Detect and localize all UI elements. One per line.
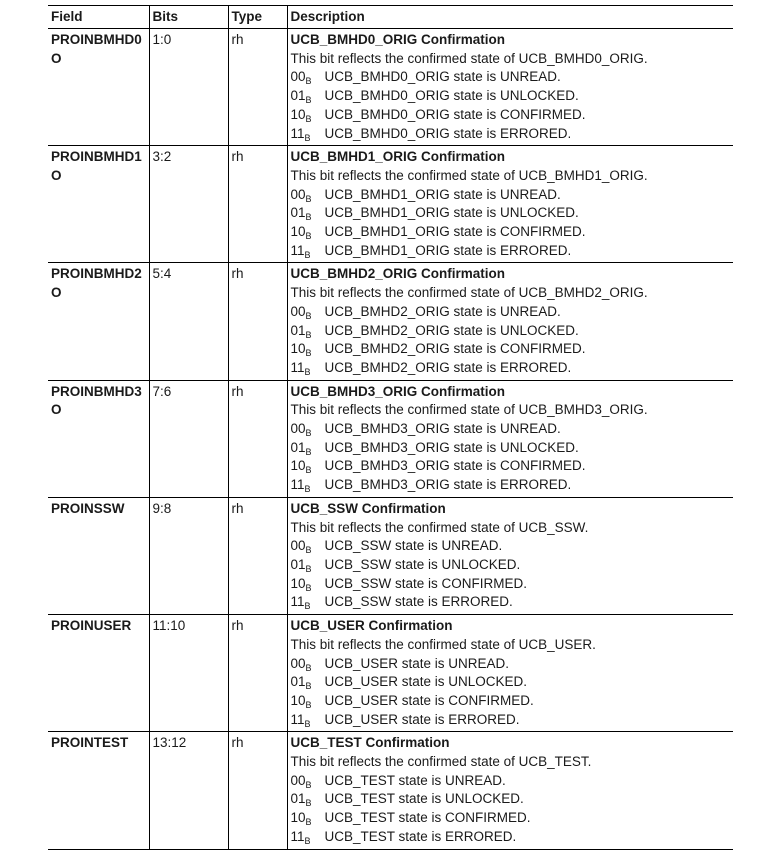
encoding-value: 00 [290, 186, 306, 202]
header-field: Field [48, 6, 149, 29]
encoding-base: B [305, 465, 312, 476]
encoding-item [291, 772, 731, 791]
encoding-text: UCB_BMHD2_ORIG state is ERRORED. [324, 359, 572, 375]
encoding-base: B [305, 348, 312, 359]
encoding-text: UCB_SSW state is UNLOCKED. [324, 556, 521, 572]
encoding-item [291, 593, 731, 612]
encoding-list [291, 655, 731, 730]
encoding-code [291, 322, 325, 341]
description-cell [287, 615, 733, 732]
table-row [48, 29, 733, 146]
field-cell [48, 146, 149, 263]
encoding-value: 11 [290, 242, 305, 258]
encoding-code [291, 593, 325, 612]
encoding-base: B [305, 329, 312, 340]
encoding-value: 00 [290, 69, 306, 85]
encoding-base: B [305, 545, 312, 556]
table-row [48, 263, 733, 380]
field-name: PROINBMHD3O [51, 383, 142, 418]
description-title: UCB_USER Confirmation [290, 618, 453, 634]
encoding-text: UCB_BMHD0_ORIG state is CONFIRMED. [324, 106, 586, 122]
field-cell [48, 615, 149, 732]
encoding-base: B [305, 231, 312, 242]
description-title: UCB_SSW Confirmation [290, 500, 446, 516]
encoding-code [291, 340, 325, 359]
encoding-item [291, 322, 731, 341]
description-cell [287, 29, 733, 146]
encoding-value: 10 [290, 692, 306, 708]
encoding-item [291, 87, 731, 106]
encoding-list [291, 186, 731, 261]
encoding-base: B [304, 484, 311, 495]
encoding-text: UCB_TEST state is CONFIRMED. [324, 810, 531, 826]
bits-cell: 1:0 [149, 29, 228, 146]
encoding-base: B [305, 798, 312, 809]
table-row [48, 146, 733, 263]
encoding-text: UCB_BMHD2_ORIG state is UNREAD. [324, 303, 561, 319]
description-title: UCB_TEST Confirmation [290, 735, 450, 751]
encoding-list [291, 537, 731, 612]
encoding-base: B [305, 582, 312, 593]
encoding-value: 10 [290, 106, 306, 122]
encoding-code [291, 303, 325, 322]
description-summary: This bit reflects the confirmed state of UCB_BMHD0_ORIG. [290, 50, 648, 66]
field-cell [48, 497, 149, 614]
bits-cell: 9:8 [149, 497, 228, 614]
description-summary: This bit reflects the confirmed state of UCB_USER. [290, 636, 596, 652]
encoding-code [291, 575, 325, 594]
encoding-text: UCB_BMHD0_ORIG state is ERRORED. [324, 125, 572, 141]
description-title: UCB_BMHD1_ORIG Confirmation [290, 149, 506, 165]
encoding-text: UCB_BMHD2_ORIG state is UNLOCKED. [324, 322, 579, 338]
description-summary: This bit reflects the confirmed state of UCB_SSW. [290, 519, 589, 535]
encoding-value: 10 [290, 575, 306, 591]
encoding-code [291, 655, 325, 674]
encoding-base: B [304, 132, 311, 143]
encoding-code [291, 537, 325, 556]
field-cell [48, 263, 149, 380]
header-type: Type [228, 6, 287, 29]
encoding-text: UCB_BMHD0_ORIG state is UNREAD. [324, 69, 561, 85]
encoding-code [291, 204, 325, 223]
encoding-value: 00 [290, 655, 306, 671]
encoding-text: UCB_BMHD3_ORIG state is UNREAD. [324, 421, 561, 437]
table-row [48, 732, 733, 849]
encoding-code [291, 828, 325, 847]
table-row [48, 615, 733, 732]
encoding-item [291, 655, 731, 674]
encoding-base: B [304, 249, 311, 260]
encoding-text: UCB_SSW state is ERRORED. [324, 594, 513, 610]
encoding-item [291, 711, 731, 730]
encoding-value: 00 [290, 772, 306, 788]
bits-cell: 11:10 [149, 615, 228, 732]
encoding-base: B [304, 366, 311, 377]
type-cell: rh [228, 615, 287, 732]
bits-cell: 7:6 [149, 380, 228, 497]
encoding-value: 01 [290, 322, 306, 338]
field-name: PROINBMHD0O [51, 32, 142, 66]
encoding-text: UCB_BMHD1_ORIG state is UNLOCKED. [324, 205, 579, 221]
encoding-code [291, 359, 325, 378]
encoding-item [291, 556, 731, 575]
encoding-base: B [305, 446, 312, 457]
encoding-text: UCB_TEST state is UNREAD. [324, 772, 506, 788]
encoding-list [291, 772, 731, 847]
description-cell [287, 146, 733, 263]
encoding-code [291, 68, 325, 87]
encoding-text: UCB_USER state is ERRORED. [324, 711, 520, 727]
field-cell [48, 380, 149, 497]
encoding-text: UCB_BMHD3_ORIG state is CONFIRMED. [324, 458, 586, 474]
encoding-item [291, 106, 731, 125]
register-field-table [48, 5, 733, 850]
encoding-value: 01 [290, 556, 306, 572]
encoding-value: 10 [290, 458, 306, 474]
encoding-item [291, 790, 731, 809]
encoding-value: 00 [290, 421, 306, 437]
encoding-text: UCB_SSW state is CONFIRMED. [324, 575, 528, 591]
table-row [48, 380, 733, 497]
type-cell: rh [228, 732, 287, 849]
description-summary: This bit reflects the confirmed state of UCB_BMHD3_ORIG. [290, 402, 648, 418]
encoding-base: B [305, 212, 312, 223]
encoding-list [291, 303, 731, 378]
encoding-value: 00 [290, 303, 306, 319]
encoding-base: B [304, 718, 311, 729]
field-cell [48, 29, 149, 146]
encoding-item [291, 68, 731, 87]
encoding-item [291, 692, 731, 711]
encoding-item [291, 575, 731, 594]
encoding-text: UCB_BMHD1_ORIG state is CONFIRMED. [324, 224, 586, 240]
encoding-code [291, 439, 325, 458]
encoding-code [291, 476, 325, 495]
encoding-code [291, 186, 325, 205]
encoding-list [291, 420, 731, 495]
table-header-row [48, 6, 733, 29]
encoding-item [291, 125, 731, 144]
encoding-text: UCB_USER state is UNLOCKED. [324, 674, 528, 690]
header-bits: Bits [149, 6, 228, 29]
bits-cell: 5:4 [149, 263, 228, 380]
encoding-value: 00 [290, 538, 306, 554]
description-title: UCB_BMHD2_ORIG Confirmation [290, 266, 506, 282]
encoding-value: 11 [290, 711, 305, 727]
encoding-value: 01 [290, 439, 306, 455]
encoding-text: UCB_TEST state is UNLOCKED. [324, 791, 524, 807]
encoding-code [291, 125, 325, 144]
encoding-base: B [305, 76, 312, 87]
encoding-value: 11 [290, 477, 305, 493]
encoding-base: B [305, 681, 312, 692]
encoding-text: UCB_BMHD0_ORIG state is UNLOCKED. [324, 88, 579, 104]
encoding-code [291, 556, 325, 575]
encoding-text: UCB_BMHD3_ORIG state is UNLOCKED. [324, 439, 579, 455]
description-cell [287, 732, 733, 849]
encoding-item [291, 476, 731, 495]
encoding-value: 10 [290, 810, 306, 826]
description-title: UCB_BMHD3_ORIG Confirmation [290, 383, 506, 399]
encoding-base: B [304, 601, 311, 612]
encoding-value: 11 [290, 359, 305, 375]
encoding-code [291, 420, 325, 439]
encoding-code [291, 223, 325, 242]
type-cell: rh [228, 29, 287, 146]
encoding-item [291, 828, 731, 847]
description-summary: This bit reflects the confirmed state of UCB_BMHD1_ORIG. [290, 167, 648, 183]
encoding-code [291, 711, 325, 730]
encoding-item [291, 223, 731, 242]
encoding-code [291, 87, 325, 106]
encoding-base: B [305, 699, 312, 710]
description-cell [287, 497, 733, 614]
description-title: UCB_BMHD0_ORIG Confirmation [290, 32, 506, 47]
encoding-item [291, 673, 731, 692]
encoding-value: 01 [290, 88, 306, 104]
encoding-item [291, 186, 731, 205]
encoding-text: UCB_BMHD1_ORIG state is ERRORED. [324, 242, 572, 258]
encoding-code [291, 692, 325, 711]
field-name: PROINUSER [51, 618, 132, 634]
encoding-base: B [305, 310, 312, 321]
description-summary: This bit reflects the confirmed state of UCB_TEST. [290, 754, 592, 770]
encoding-value: 01 [290, 205, 306, 221]
encoding-text: UCB_BMHD2_ORIG state is CONFIRMED. [324, 341, 586, 357]
description-cell [287, 380, 733, 497]
encoding-item [291, 303, 731, 322]
description-cell [287, 263, 733, 380]
type-cell: rh [228, 263, 287, 380]
field-name: PROINTEST [51, 735, 129, 751]
encoding-item [291, 204, 731, 223]
encoding-value: 11 [290, 594, 305, 610]
encoding-base: B [305, 779, 312, 790]
encoding-item [291, 439, 731, 458]
encoding-code [291, 772, 325, 791]
encoding-text: UCB_BMHD1_ORIG state is UNREAD. [324, 186, 561, 202]
encoding-text: UCB_BMHD3_ORIG state is ERRORED. [324, 477, 572, 493]
encoding-base: B [305, 563, 312, 574]
encoding-item [291, 340, 731, 359]
encoding-text: UCB_SSW state is UNREAD. [324, 538, 503, 554]
field-name: PROINBMHD2O [51, 266, 142, 301]
encoding-code [291, 673, 325, 692]
encoding-value: 11 [290, 828, 305, 844]
bits-cell: 3:2 [149, 146, 228, 263]
field-name: PROINBMHD1O [51, 149, 142, 183]
encoding-item [291, 457, 731, 476]
type-cell: rh [228, 146, 287, 263]
encoding-item [291, 809, 731, 828]
encoding-item [291, 537, 731, 556]
description-summary: This bit reflects the confirmed state of UCB_BMHD2_ORIG. [290, 285, 648, 301]
encoding-base: B [305, 95, 312, 106]
encoding-text: UCB_TEST state is ERRORED. [324, 828, 517, 844]
encoding-list [291, 68, 731, 143]
encoding-base: B [304, 835, 311, 846]
encoding-base: B [305, 428, 312, 439]
header-description: Description [287, 6, 733, 29]
encoding-code [291, 106, 325, 125]
type-cell: rh [228, 380, 287, 497]
encoding-value: 10 [290, 224, 306, 240]
encoding-base: B [305, 113, 312, 124]
encoding-base: B [305, 817, 312, 828]
encoding-code [291, 457, 325, 476]
encoding-text: UCB_USER state is CONFIRMED. [324, 692, 534, 708]
encoding-value: 11 [290, 125, 305, 141]
table-row [48, 497, 733, 614]
table-body [48, 29, 733, 850]
encoding-value: 10 [290, 341, 306, 357]
field-cell [48, 732, 149, 849]
bits-cell: 13:12 [149, 732, 228, 849]
encoding-text: UCB_USER state is UNREAD. [324, 655, 510, 671]
encoding-code [291, 809, 325, 828]
encoding-code [291, 790, 325, 809]
type-cell: rh [228, 497, 287, 614]
encoding-value: 01 [290, 674, 306, 690]
encoding-item [291, 242, 731, 261]
encoding-base: B [305, 193, 312, 204]
encoding-code [291, 242, 325, 261]
encoding-value: 01 [290, 791, 306, 807]
encoding-base: B [305, 662, 312, 673]
encoding-item [291, 420, 731, 439]
encoding-item [291, 359, 731, 378]
field-name: PROINSSW [51, 500, 125, 516]
